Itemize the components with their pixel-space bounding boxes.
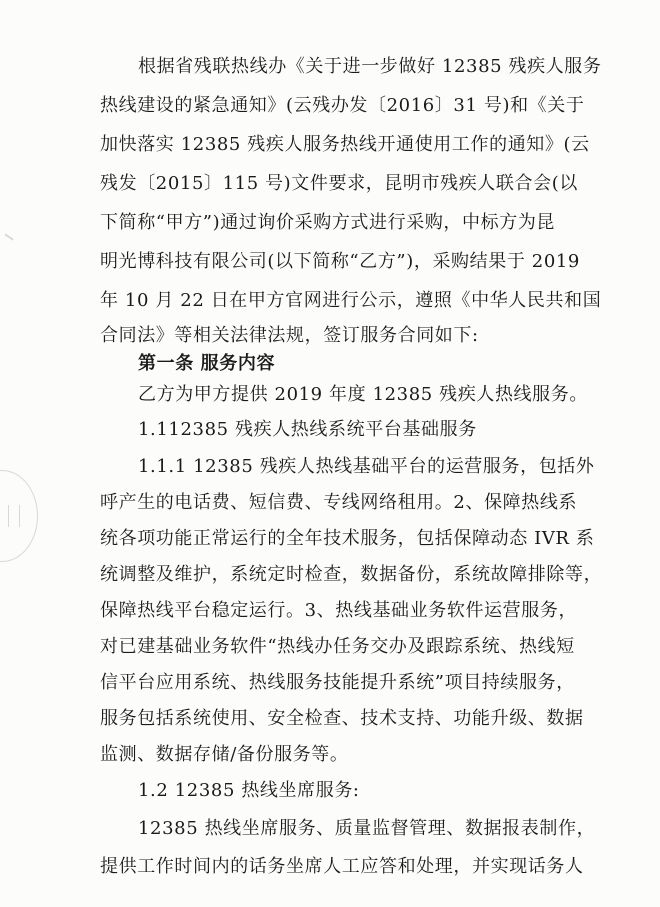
text-line: 残发〔2015〕115 号)文件要求，昆明市残疾人联合会(以 <box>100 173 578 194</box>
text-line: 提供工作时间内的话务坐席人工应答和处理，并实现话务人 <box>100 856 584 877</box>
text-line: 热线建设的紧急通知》(云残办发〔2016〕31 号)和《关于 <box>100 95 585 116</box>
text-line: 1.2 12385 热线坐席服务: <box>138 780 360 801</box>
seal-mark <box>8 505 20 527</box>
text-line: 对已建基础业务软件“热线办任务交办及跟踪系统、热线短 <box>100 636 575 657</box>
text-line: 信平台应用系统、热线服务技能提升系统”项目持续服务， <box>100 672 575 693</box>
section-heading: 第一条 服务内容 <box>138 353 276 374</box>
text-line: 监测、数据存储/备份服务等。 <box>100 744 349 765</box>
text-line: 1.112385 残疾人热线系统平台基础服务 <box>138 419 477 440</box>
text-line: 服务包括系统使用、安全检查、技术支持、功能升级、数据 <box>100 708 584 729</box>
text-line: 加快落实 12385 残疾人服务热线开通使用工作的通知》(云 <box>100 134 590 155</box>
text-line: 呼产生的电话费、短信费、专线网络租用。2、保障热线系 <box>100 492 578 513</box>
text-line: 明光博科技有限公司(以下简称“乙方”)，采购结果于 2019 <box>100 251 580 272</box>
text-line: 乙方为甲方提供 2019 年度 12385 残疾人热线服务。 <box>138 384 588 405</box>
margin-mark <box>4 233 13 240</box>
text-line: 统各项功能正常运行的全年技术服务，包括保障动态 IVR 系 <box>100 528 595 549</box>
text-line: 年 10 月 22 日在甲方官网进行公示，遵照《中华人民共和国 <box>100 290 602 311</box>
text-line: 保障热线平台稳定运行。3、热线基础业务软件运营服务， <box>100 600 578 621</box>
text-line: 统调整及维护，系统定时检查，数据备份，系统故障排除等， <box>100 564 603 585</box>
text-line: 根据省残联热线办《关于进一步做好 12385 残疾人服务 <box>138 56 602 77</box>
text-line: 下简称“甲方”)通过询价采购方式进行采购，中标方为昆 <box>100 212 556 233</box>
text-line: 12385 热线坐席服务、质量监督管理、数据报表制作， <box>138 818 596 839</box>
text-line: 1.1.1 12385 残疾人热线基础平台的运营服务，包括外 <box>138 456 595 477</box>
text-line: 合同法》等相关法律法规，签订服务合同如下: <box>100 325 479 346</box>
